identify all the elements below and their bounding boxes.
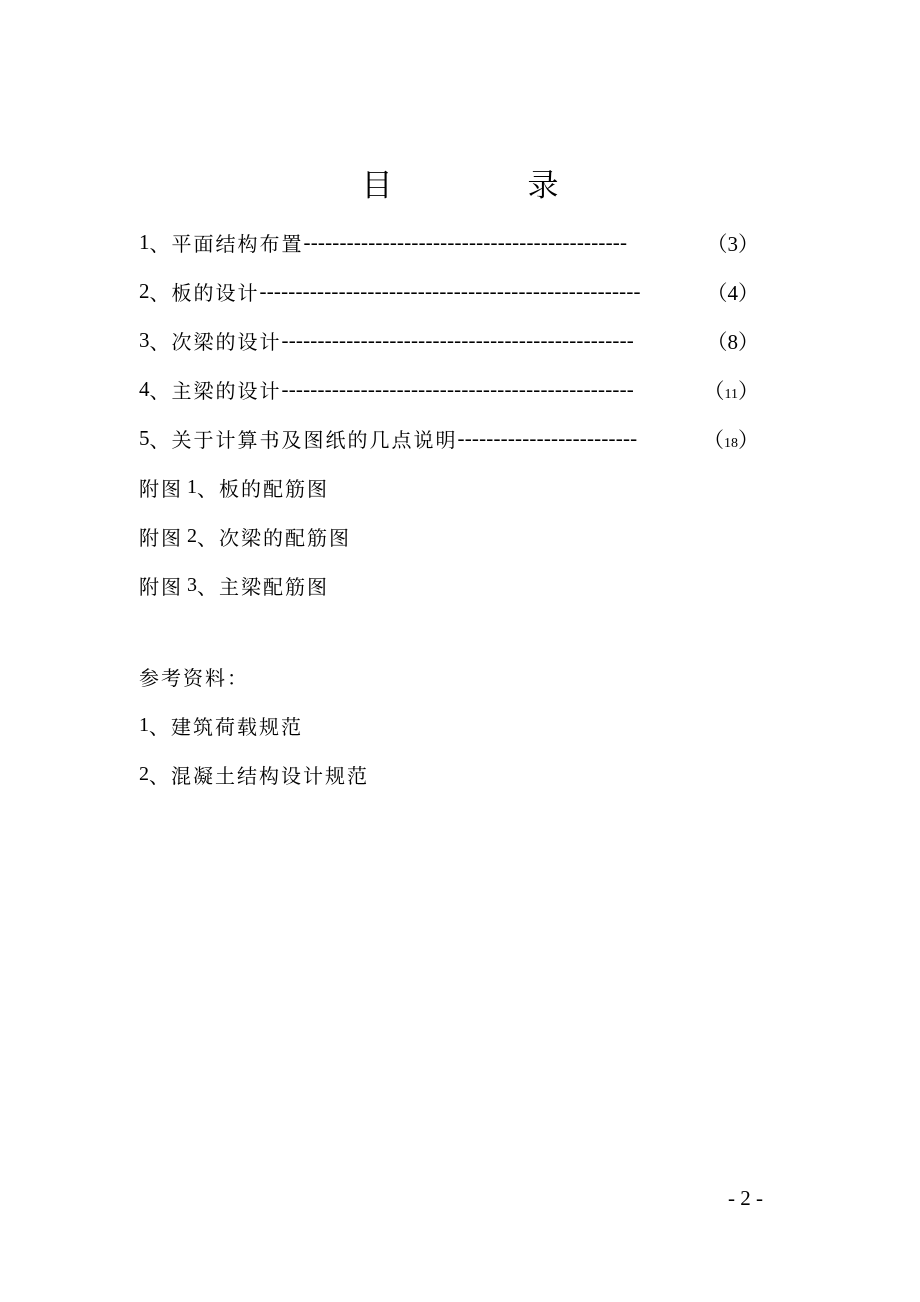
appendix-title: 、主梁配筋图 (197, 575, 329, 599)
appendix-title: 、次梁的配筋图 (197, 526, 351, 550)
toc-page-number: （11） (703, 378, 759, 403)
toc-leader: ----------------------------------------------------- (259, 279, 641, 303)
toc-entry-title: 、次梁的设计 (149, 330, 282, 354)
appendix-prefix: 附图 (139, 575, 183, 599)
references-section (139, 652, 759, 799)
toc-page-number: （3） (706, 231, 759, 256)
toc-page-number: （8） (706, 329, 759, 354)
appendix-entry[interactable] (139, 512, 759, 561)
appendix-prefix: 附图 (139, 477, 183, 501)
toc-entry[interactable] (139, 365, 759, 414)
reference-item (139, 750, 759, 799)
references-heading-row (139, 652, 759, 701)
toc-entry[interactable] (139, 414, 759, 463)
toc-entry[interactable] (139, 267, 759, 316)
reference-title: 、混凝土结构设计规范 (149, 764, 369, 788)
appendix-title: 、板的配筋图 (197, 477, 329, 501)
toc-page-number: （4） (706, 280, 759, 305)
toc-leader: ------------------------------------------------- (281, 377, 634, 401)
appendix-number: 1 (187, 476, 197, 498)
toc-entry-number: 2 (139, 279, 150, 303)
toc-entry-title: 、板的设计 (149, 281, 260, 305)
toc-entry-number: 3 (139, 328, 150, 352)
toc-entry-title: 、关于计算书及图纸的几点说明 (149, 428, 458, 452)
toc-entry-number: 5 (139, 426, 150, 450)
appendix-entry[interactable] (139, 463, 759, 512)
toc-entry-title: 、平面结构布置 (149, 232, 304, 256)
toc-page-number: （18） (703, 427, 759, 452)
appendix-prefix: 附图 (139, 526, 183, 550)
toc-entry-number: 4 (139, 377, 150, 401)
reference-number: 1 (139, 714, 149, 736)
toc-entry[interactable] (139, 218, 759, 267)
appendix-number: 3 (187, 574, 197, 596)
appendix-entry[interactable] (139, 561, 759, 610)
toc-entry[interactable] (139, 316, 759, 365)
appendix-number: 2 (187, 525, 197, 547)
toc-leader: ------------------------- (457, 426, 638, 450)
reference-number: 2 (139, 763, 149, 785)
toc-leader: --------------------------------------------- (303, 230, 628, 254)
reference-title: 、建筑荷载规范 (149, 715, 303, 739)
toc-entry-number: 1 (139, 230, 150, 254)
references-heading: 参考资料： (139, 666, 249, 690)
page-title: 目 录 (361, 168, 611, 204)
toc-leader: ------------------------------------------------- (281, 328, 634, 352)
page-number-footer: - 2 - (728, 1186, 763, 1210)
toc-entry-title: 、主梁的设计 (149, 379, 282, 403)
table-of-contents (139, 218, 759, 610)
reference-item (139, 701, 759, 750)
